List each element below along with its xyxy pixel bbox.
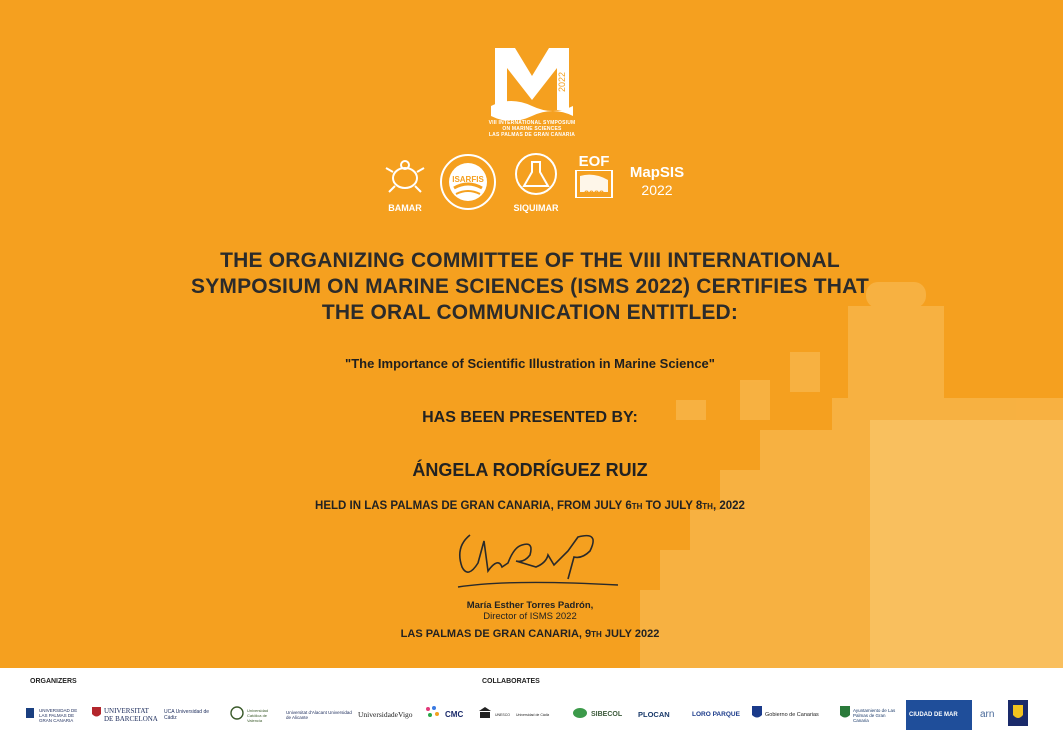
ordinal-suffix: TH (631, 502, 643, 511)
canarias-shield-icon (752, 706, 762, 725)
handwritten-signature (450, 527, 620, 601)
collaborator-name: arn (980, 709, 995, 720)
symposium-logo (482, 40, 582, 138)
collaborator-name: Gobierno de Canarias (765, 712, 819, 718)
collaborator-logo-uca2 (516, 700, 562, 730)
partner-label: BAMAR (388, 203, 422, 213)
collaborates-label: COLLABORATES (482, 678, 540, 685)
organizer-logo-uvigo (358, 700, 418, 730)
collaborator-logo-cmc (424, 700, 472, 730)
held-text: , 2022 (712, 500, 745, 512)
collaborator-name: PLOCAN (638, 710, 670, 719)
ordinal-suffix: TH (591, 630, 602, 639)
organizer-name: UNIVERSIDAD DE LAS PALMAS DE GRAN CANARIA (39, 707, 78, 723)
collaborator-logo-ayuntamiento (840, 700, 902, 730)
flask-icon (508, 152, 564, 198)
turtle-icon (383, 158, 427, 198)
issue-date (330, 628, 730, 640)
partner-sub: 2022 (641, 182, 673, 198)
cabildo-shield-icon (1008, 700, 1028, 731)
partner-label: EOF (578, 153, 610, 170)
collaborator-logo-ciudad-de-mar (906, 700, 972, 730)
collaborator-logo-arn (980, 700, 1004, 730)
organizer-name: UNIVERSITAT DE BARCELONA (104, 707, 158, 723)
heading-line: THE ORAL COMMUNICATION ENTITLED: (321, 301, 739, 324)
date-text: JULY 2022 (601, 628, 660, 640)
symposium-tagline-3: LAS PALMAS DE GRAN CANARIA (488, 132, 576, 138)
partner-mapsis (622, 164, 692, 198)
partner-label: SIQUIMAR (513, 203, 559, 213)
organizer-logo-ulpgc (24, 700, 86, 730)
fish-seal-icon (438, 152, 498, 212)
heading-line: SYMPOSIUM ON MARINE SCIENCES (ISMS 2022) CERTIFIES THAT (190, 275, 870, 298)
partner-logos (370, 152, 700, 216)
signer-name: María Esther Torres Padrón, (466, 600, 594, 611)
collaborator-name: CMC (445, 710, 464, 719)
organizer-name: UCA Universidad de Cádiz (164, 709, 210, 721)
presenter-name: ÁNGELA RODRÍGUEZ RUIZ (412, 460, 648, 480)
partner-bamar (378, 158, 432, 213)
collaborator-logo-loro-parque (692, 700, 746, 730)
ayuntamiento-shield-icon (840, 706, 850, 725)
event-dates (150, 500, 910, 512)
ordinal-suffix: TH (702, 502, 713, 511)
isarfis-text: ISARFIS (452, 175, 484, 184)
collaborator-name: LORO PARQUE (692, 711, 740, 718)
collaborator-logo-cabildo (1008, 700, 1038, 730)
partner-label: MapSIS (629, 164, 685, 181)
collaborator-name: Universidad de Cádiz (516, 713, 550, 717)
cmc-dots-icon (424, 705, 442, 726)
organizer-name: Universitat d'Alacant Universidad de Alicante (286, 710, 352, 720)
symposium-tagline-2: ON MARINE SCIENCES (502, 126, 562, 132)
unesco-temple-icon (478, 706, 492, 725)
ulpgc-icon (24, 706, 36, 725)
collaborator-logo-plocan (638, 700, 682, 730)
organizer-logo-ub (92, 700, 158, 730)
date-text: LAS PALMAS DE GRAN CANARIA, 9 (400, 628, 592, 640)
heading-line: THE ORGANIZING COMMITTEE OF THE VIII INTERNATIONAL (220, 249, 840, 272)
held-text: HELD IN LAS PALMAS DE GRAN CANARIA, FROM JULY 6 (315, 500, 632, 512)
organizer-logo-uca (164, 700, 222, 730)
collaborator-logo-sibecol (572, 700, 630, 730)
collaborator-logo-gobierno-canarias (752, 700, 834, 730)
symposium-tagline-1: VIII INTERNATIONAL SYMPOSIUM (488, 120, 576, 126)
organizer-name: Universidad Católica de Valencia (247, 707, 269, 723)
year-mark: 2022 (557, 71, 567, 92)
communication-title: "The Importance of Scientific Illustration in Marine Science" (345, 356, 715, 371)
partner-sub: 2022 (583, 189, 605, 199)
sibecol-leaf-icon (572, 706, 588, 725)
partner-siquimar (504, 152, 568, 213)
collaborator-name: CIUDAD DE MAR (909, 712, 958, 718)
certificate-heading (150, 248, 910, 326)
signer-role: Director of ISMS 2022 (483, 611, 577, 622)
presented-label: HAS BEEN PRESENTED BY: (422, 409, 638, 426)
ucv-seal-icon (230, 706, 244, 725)
organizer-name: UniversidadeVigo (358, 710, 413, 719)
collaborator-name: Ayuntamiento de Las Palmas de Gran Canaria (853, 707, 896, 723)
signer-block (400, 600, 660, 622)
held-text: TO JULY 8 (642, 500, 703, 512)
organizers-label: ORGANIZERS (30, 678, 77, 685)
organizer-logo-ua (286, 700, 354, 730)
partner-isarfis (436, 152, 500, 217)
collaborator-name: UNESCO (495, 713, 510, 717)
m-wave-logo-icon (487, 40, 577, 120)
organizer-logo-ucv (230, 700, 280, 730)
ub-shield-icon (92, 706, 101, 724)
collaborator-logo-unesco (478, 700, 512, 730)
partner-eof (570, 154, 618, 199)
collaborator-name: SIBECOL (591, 711, 623, 718)
